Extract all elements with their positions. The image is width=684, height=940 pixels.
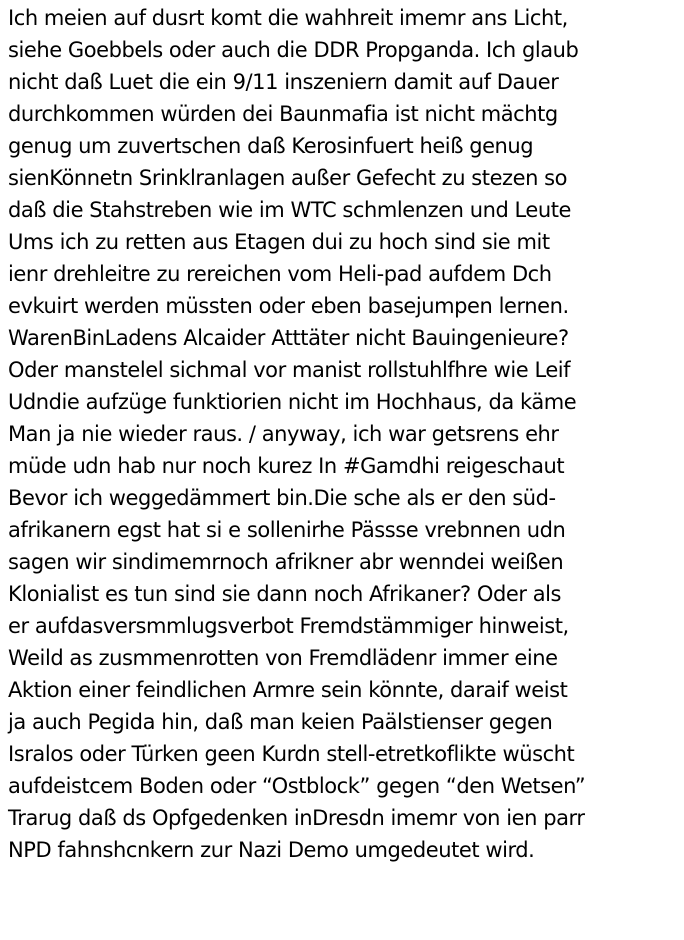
text-line: NPD fahnshcnkern zur Nazi Demo umgedeutet wird. — [8, 838, 535, 862]
text-line: ienr drehleitre zu rereichen vom Heli-pad aufdem Dch — [8, 262, 552, 286]
text-line: Ums ich zu retten aus Etagen dui zu hoch sind sie mit — [8, 230, 550, 254]
text-line: Klonialist es tun sind sie dann noch Afrikaner? Oder als — [8, 582, 562, 606]
text-line: Weild as zusmmenrotten von Fremdlädenr immer eine — [8, 646, 558, 670]
body-text — [8, 2, 684, 866]
text-line: sagen wir sindimemrnoch afrikner abr wenndei weißen — [8, 550, 564, 574]
text-line: aufdeistcem Boden oder “Ostblock” gegen “den Wetsen” — [8, 774, 586, 798]
text-line: sienKönnetn Srinklranlagen außer Gefecht zu stezen so — [8, 166, 568, 190]
text-line: daß die Stahstreben wie im WTC schmlenzen und Leute — [8, 198, 572, 222]
text-line: Man ja nie wieder raus. / anyway, ich war getsrens ehr — [8, 422, 559, 446]
text-line: afrikanern egst hat si e sollenirhe Pässse vrebnnen udn — [8, 518, 566, 542]
text-line: Trarug daß ds Opfgedenken inDresdn imemr von ien parr — [8, 806, 585, 830]
text-line: müde udn hab nur noch kurez In #Gamdhi reigeschaut — [8, 454, 565, 478]
text-line: er aufdasversmmlugsverbot Fremdstämmiger hinweist, — [8, 614, 569, 638]
text-line: nicht daß Luet die ein 9/11 inszeniern damit auf Dauer — [8, 70, 559, 94]
text-line: Oder manstelel sichmal vor manist rollstuhlfhre wie Leif — [8, 358, 571, 382]
text-line: evkuirt werden müssten oder eben basejumpen lernen. — [8, 294, 569, 318]
text-line: Isralos oder Türken geen Kurdn stell-etretkoflikte wüscht — [8, 742, 575, 766]
text-line: genug um zuvertschen daß Kerosinfuert heiß genug — [8, 134, 534, 158]
text-line: WarenBinLadens Alcaider Atttäter nicht Bauingenieure? — [8, 326, 569, 350]
text-line: Aktion einer feindlichen Armre sein könnte, daraif weist — [8, 678, 568, 702]
text-line: siehe Goebbels oder auch die DDR Propganda. Ich glaub — [8, 38, 579, 62]
text-line: Bevor ich weggedämmert bin.Die sche als er den süd- — [8, 486, 556, 510]
text-line: Udndie aufzüge funktiorien nicht im Hochhaus, da käme — [8, 390, 577, 414]
text-line: ja auch Pegida hin, daß man keien Paälstienser gegen — [8, 710, 553, 734]
text-line: durchkommen würden dei Baunmafia ist nicht mächtg — [8, 102, 558, 126]
text-line: Ich meien auf dusrt komt die wahhreit imemr ans Licht, — [8, 6, 568, 30]
